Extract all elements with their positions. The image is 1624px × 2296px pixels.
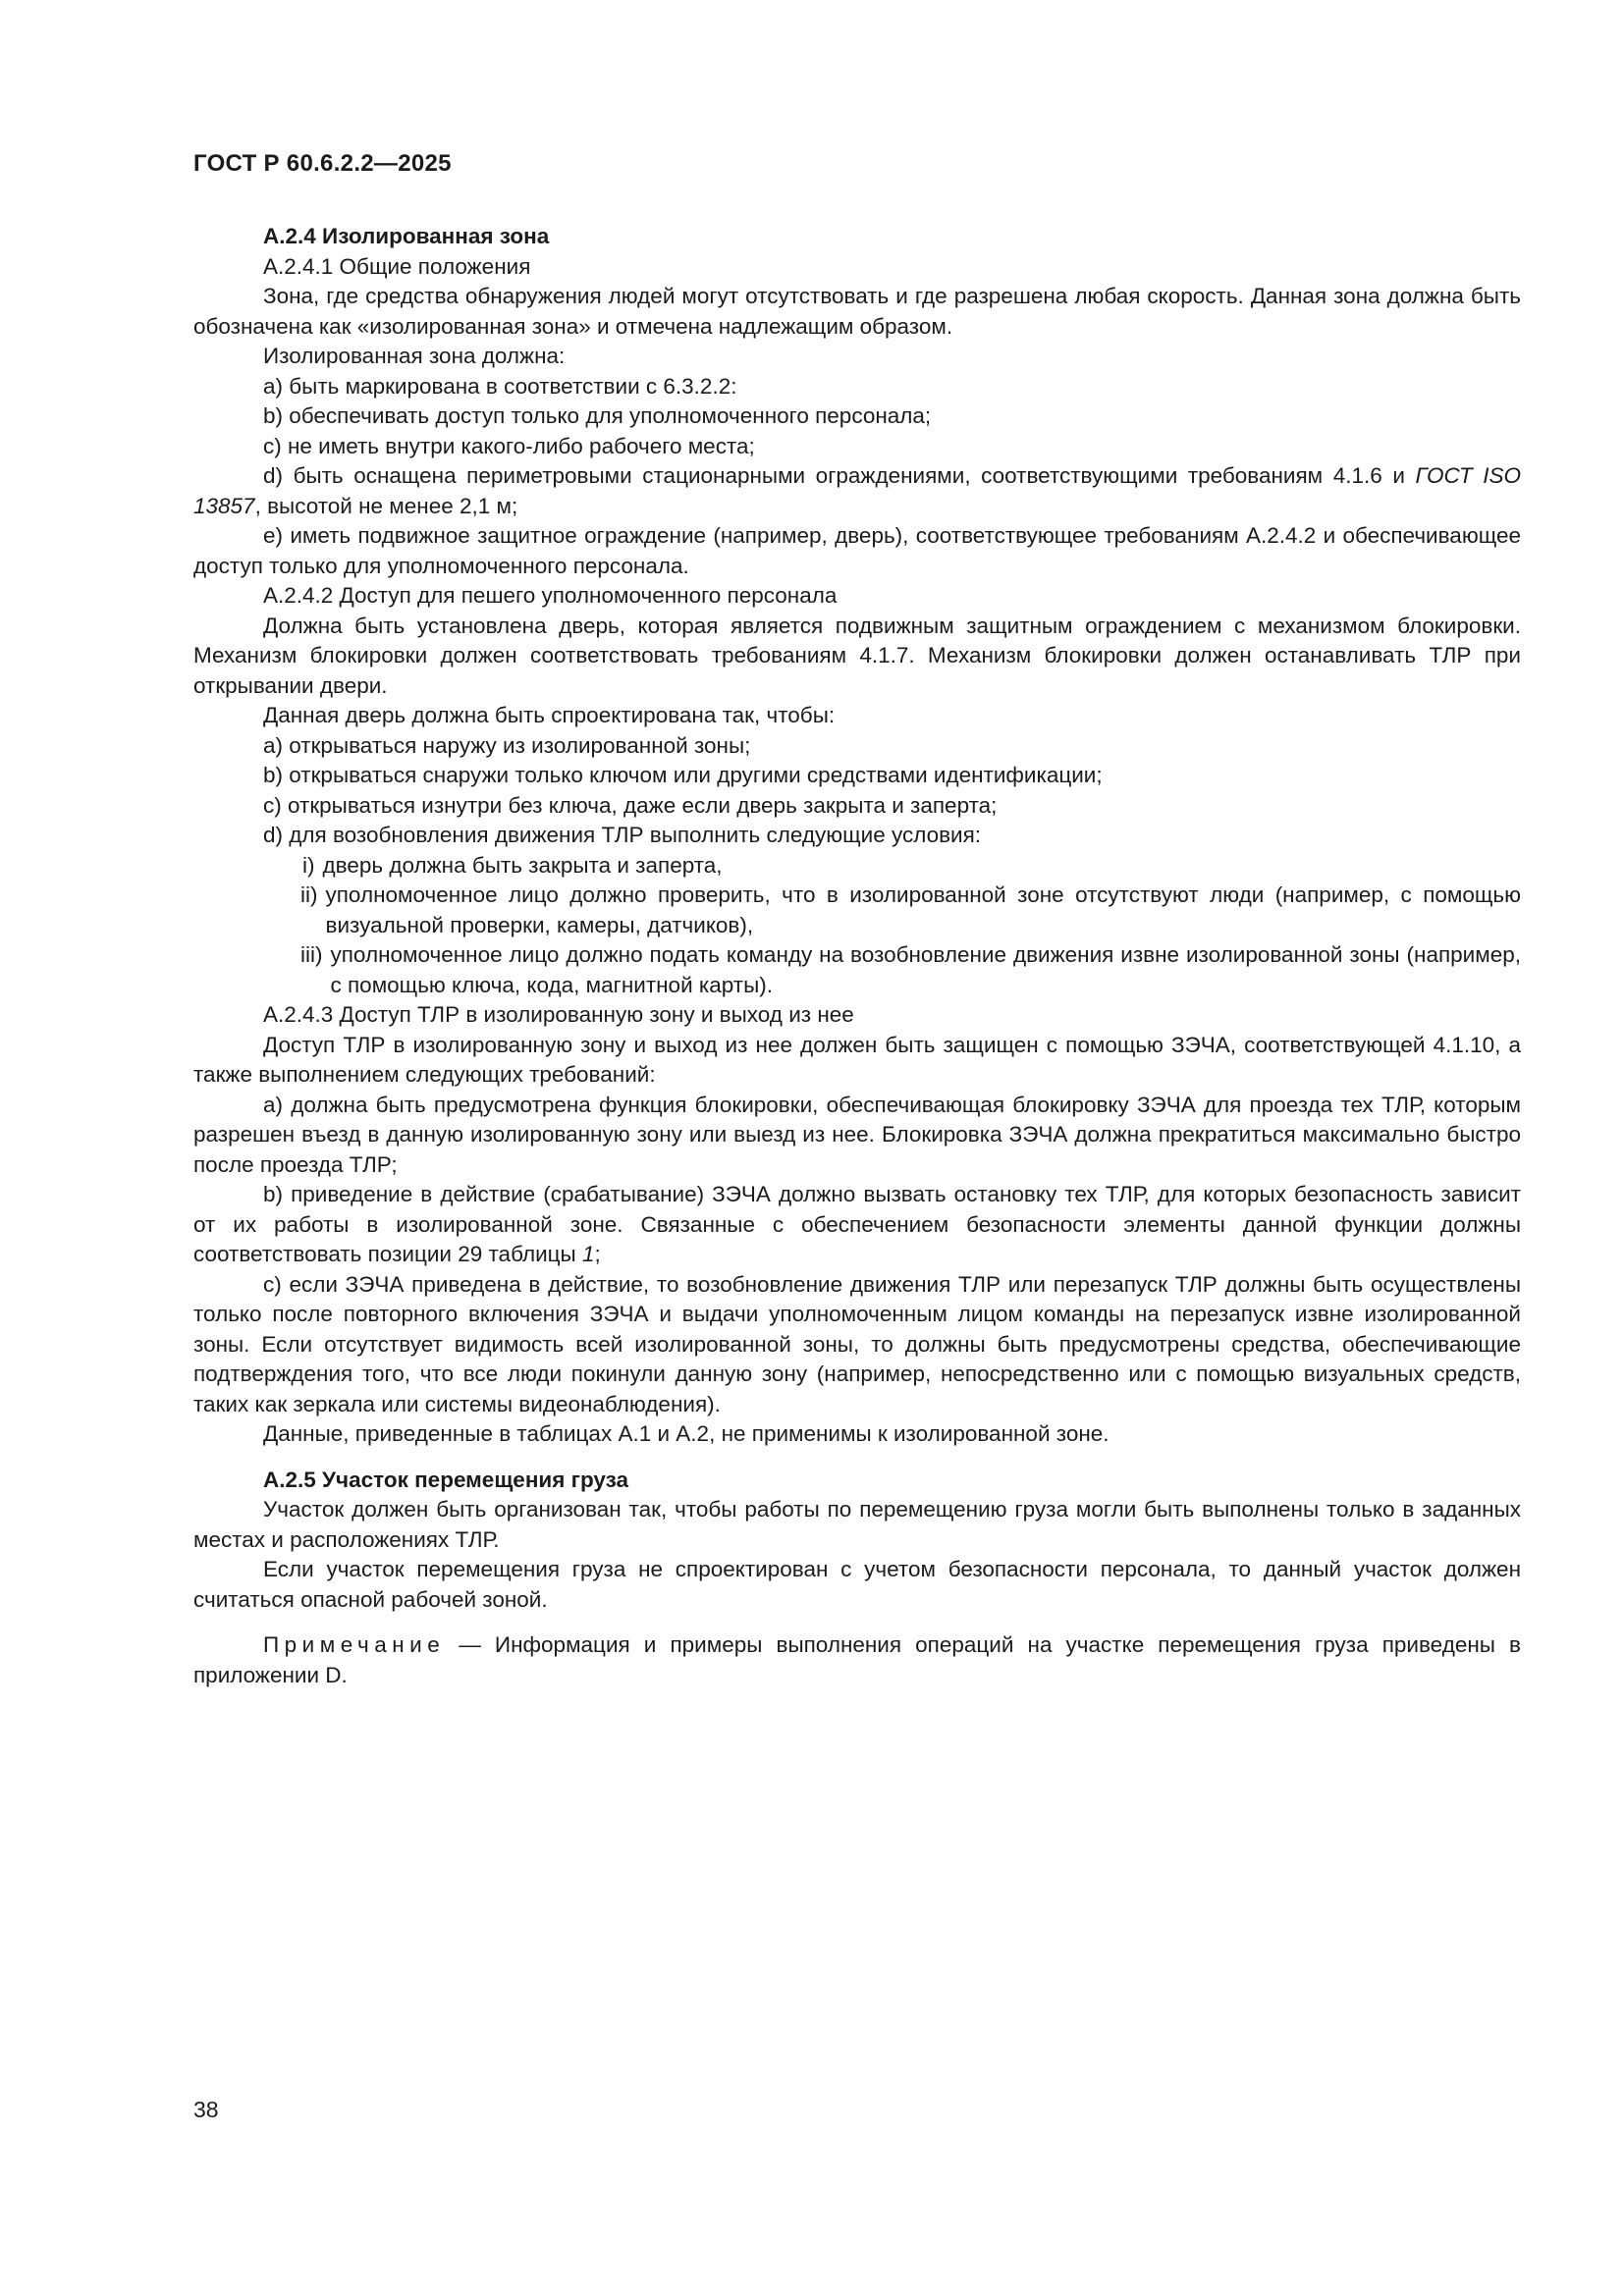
roman-list-text: уполномоченное лицо должно проверить, что в изолированной зоне отсутствуют люди (например, с помощью визуальной проверки, камеры, датчиков), [325, 882, 1521, 937]
list-item-text: b) приведение в действие (срабатывание) ЗЭЧА должно вызвать остановку тех ТЛР, для которых безопасность зависит от их работы в изолированной зоне. Связанные с обеспечением безопасности элементы данной функции должны соответствовать позиции 29 таблицы [193, 1182, 1521, 1266]
subsection-a243-title: А.2.4.3 Доступ ТЛР в изолированную зону и выход из нее [263, 1002, 854, 1027]
paragraph: Данные, приведенные в таблицах А.1 и А.2, не применимы к изолированной зоне. [263, 1421, 1110, 1446]
list-item: с) если ЗЭЧА приведена в действие, то возобновление движения ТЛР или перезапуск ТЛР должны быть осуществлены только после повторного включения ЗЭЧА и выдачи уполномоченным лицом команды на перезапуск извне изолированной зоны. Если отсутствует видимость всей изолированной зоны, то должны быть предусмотрены средства, обеспечивающие подтверждения того, что все люди покинули данную зону (например, непосредственно или с помощью визуальных средств, таких как зеркала или системы видеонаблюдения). [193, 1271, 1521, 1416]
roman-numeral: i) [302, 852, 315, 878]
roman-list-item [193, 881, 1521, 940]
paragraph: Участок должен быть организован так, чтобы работы по перемещению груза могли быть выполнены только в заданных местах и расположениях ТЛР. [193, 1497, 1521, 1552]
table-reference: 1 [581, 1242, 595, 1266]
list-item [193, 461, 1521, 521]
roman-list-text: уполномоченное лицо должно подать команду на возобновление движения извне изолированной зоны (например, с помощью ключа, кода, магнитной карты). [330, 942, 1521, 997]
note-text: — Информация и примеры выполнения операций на участке перемещения груза приведены в приложении D. [193, 1632, 1521, 1687]
list-item: а) должна быть предусмотрена функция блокировки, обеспечивающая блокировку ЗЭЧА для проезда тех ТЛР, которым разрешен въезд в данную изолированную зону или выезд из нее. Блокировка ЗЭЧА должна прекратиться максимально быстро после проезда ТЛР; [193, 1092, 1521, 1177]
list-item-text: , высотой не менее 2,1 м; [254, 493, 518, 518]
list-item: d) для возобновления движения ТЛР выполнить следующие условия: [263, 823, 982, 847]
paragraph: Если участок перемещения груза не спроектирован с учетом безопасности персонала, то данный участок должен считаться опасной рабочей зоной. [193, 1557, 1521, 1612]
roman-list-item [193, 851, 1521, 881]
note-label: Примечание [263, 1632, 446, 1657]
subsection-a241-title: А.2.4.1 Общие положения [263, 253, 531, 279]
section-a25-title: А.2.5 Участок перемещения груза [263, 1467, 629, 1492]
roman-list-item [193, 940, 1521, 1000]
roman-list-text: дверь должна быть закрыта и заперта, [322, 852, 723, 878]
list-item: с) открываться изнутри без ключа, даже если дверь закрыта и заперта; [263, 792, 998, 818]
document-code: ГОСТ Р 60.6.2.2—2025 [193, 150, 452, 177]
page-number: 38 [193, 2097, 219, 2122]
paragraph: Зона, где средства обнаружения людей могут отсутствовать и где разрешена любая скорость. Данная зона должна быть обозначена как «изолированная зона» и отмечена надлежащим образом. [193, 284, 1521, 339]
list-item: b) открываться снаружи только ключом или другими средствами идентификации; [263, 763, 1103, 787]
paragraph: Данная дверь должна быть спроектирована так, чтобы: [263, 703, 836, 727]
list-item-text: d) быть оснащена периметровыми стационарными ограждениями, соответствующими требованиям 4.1.6 и [263, 463, 1416, 488]
note [193, 1630, 1521, 1690]
standard-reference: ГОСТ ISO 13857 [193, 463, 1522, 518]
list-item-text: ; [594, 1242, 601, 1266]
section-a24-title: А.2.4 Изолированная зона [263, 224, 550, 248]
list-item: b) обеспечивать доступ только для уполномоченного персонала; [263, 403, 932, 428]
page-content [193, 222, 1521, 1690]
list-item: с) не иметь внутри какого-либо рабочего места; [263, 433, 755, 458]
list-item [193, 1180, 1521, 1270]
paragraph: Должна быть установлена дверь, которая является подвижным защитным ограждением с механизмом блокировки. Механизм блокировки должен соответствовать требованиям 4.1.7. Механизм блокировки должен останавливать ТЛР при открывании двери. [193, 613, 1521, 698]
list-item: а) быть маркирована в соответствии с 6.3.2.2: [263, 373, 737, 399]
roman-numeral: iii) [300, 942, 323, 967]
list-item: е) иметь подвижное защитное ограждение (например, дверь), соответствующее требованиям А.2.4.2 и обеспечивающее доступ только для уполномоченного персонала. [193, 523, 1521, 578]
subsection-a242-title: А.2.4.2 Доступ для пешего уполномоченного персонала [263, 583, 838, 608]
paragraph: Доступ ТЛР в изолированную зону и выход из нее должен быть защищен с помощью ЗЭЧА, соответствующей 4.1.10, а также выполнением следующих требований: [193, 1032, 1521, 1087]
list-item: а) открываться наружу из изолированной зоны; [263, 732, 751, 758]
roman-numeral: ii) [300, 882, 318, 907]
paragraph: Изолированная зона должна: [263, 344, 566, 368]
